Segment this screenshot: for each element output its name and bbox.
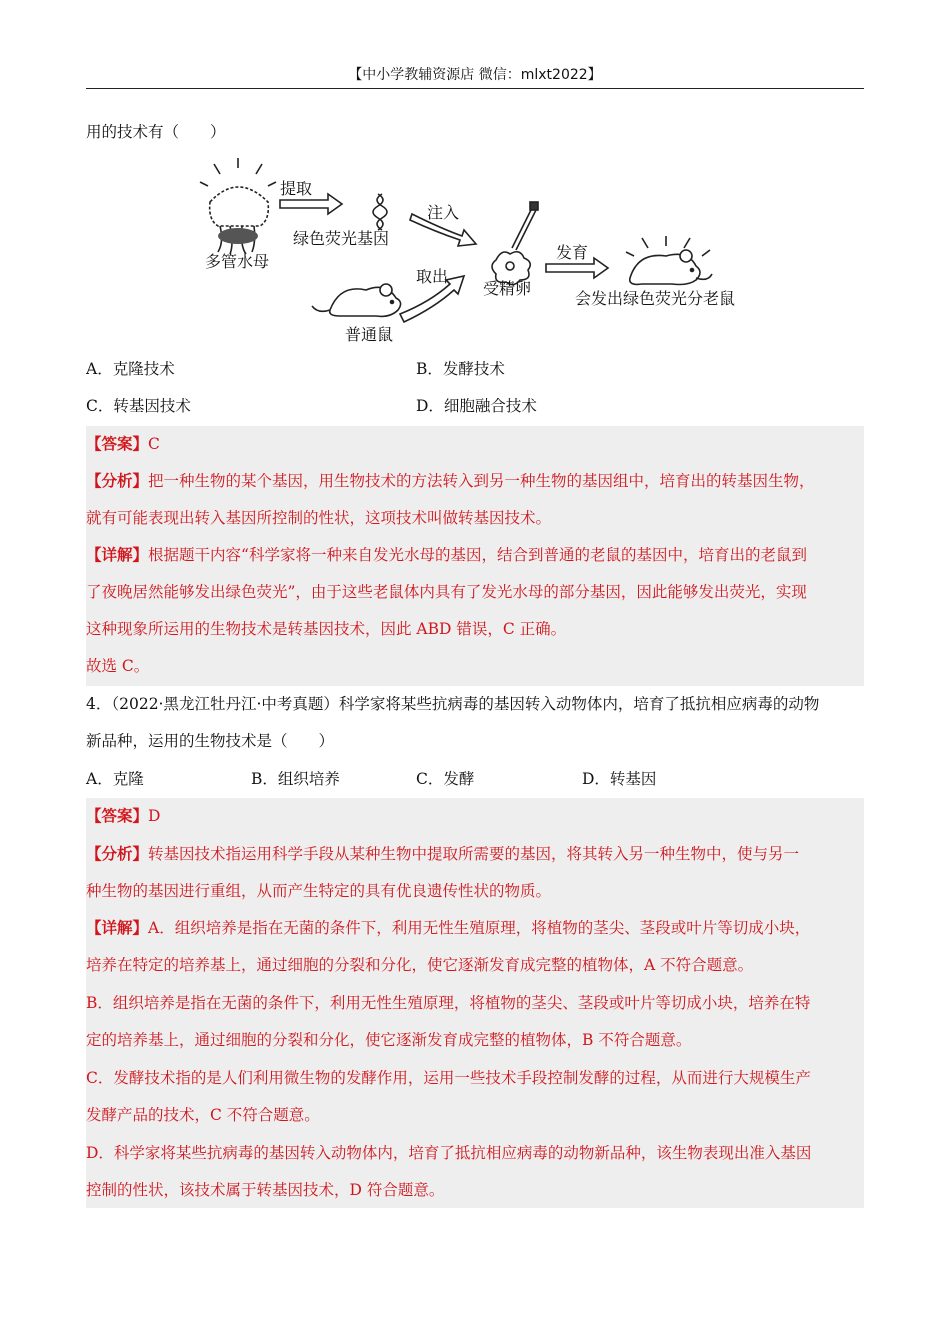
glowing-mouse-icon [626,236,712,285]
q4-option-b[interactable]: B．组织培养 [251,770,340,788]
q3-analysis-text1: 把一种生物的某个基因，用生物技术的方法转入到另一种生物的基因组中，培育出的转基因生物， [148,472,815,490]
page-header [86,64,864,89]
q4-stem-line2: 新品种，运用的生物技术是（ ） [86,732,335,750]
q4-analysis-text1: 转基因技术指运用科学手段从某种生物中提取所需要的基因，将其转入另一种生物中，使与另一 [148,845,800,863]
q3-option-a[interactable]: A．克隆技术 [86,360,175,378]
diagram-label-jellyfish: 多管水母 [205,252,270,271]
q4-detail-b-line2: 定的培养基上，通过细胞的分裂和分化，使它逐渐发育成完整的植物体，B 不符合题意。 [86,1031,692,1049]
q3-analysis-line2: 就有可能表现出转入基因所控制的性状，这项技术叫做转基因技术。 [86,509,552,527]
header-text: 【中小学教辅资源店 微信：mlxt2022】 [348,67,602,83]
q4-answer-tag: 【答案】 [86,806,149,825]
q4-detail-d-line2: 控制的性状，该技术属于转基因技术，D 符合题意。 [86,1181,445,1199]
q4-analysis-tag: 【分析】 [86,844,149,863]
q3-option-b[interactable]: B．发酵技术 [416,360,505,378]
q4-option-d[interactable]: D．转基因 [582,770,657,788]
q3-detail-line2: 了夜晚居然能够发出绿色荧光”，由于这些老鼠体内具有了发光水母的部分基因，因此能够发出荧光，实现 [86,583,807,601]
gene-helix-icon [373,194,387,230]
diagram-label-result: 会发出绿色荧光分老鼠 [575,289,736,308]
q4-answer [86,804,864,828]
q4-analysis-line2: 种生物的基因进行重组，从而产生特定的具有优良遗传性状的物质。 [86,882,552,900]
diagram-label-inject: 注入 [427,203,460,222]
q3-answer [86,432,864,456]
diagram-label-gene: 绿色荧光基因 [293,229,390,248]
q4-analysis-line1 [86,842,864,866]
diagram-label-extract: 提取 [280,179,313,198]
q4-detail-a-line1 [86,916,864,940]
q4-detail-a-text1: A．组织培养是指在无菌的条件下，利用无性生殖原理，将植物的茎尖、茎段或叶片等切成小块， [148,919,811,937]
q4-answer-value: D [148,807,161,825]
q3-detail-line3: 这种现象所运用的生物技术是转基因技术，因此 ABD 错误，C 正确。 [86,620,567,638]
diagram-label-develop: 发育 [556,243,589,262]
q3-detail-tag: 【详解】 [86,545,149,564]
diagram-label-mouse: 普通鼠 [345,325,394,344]
q3-answer-value: C [148,435,160,453]
jellyfish-icon [200,158,276,254]
transgenic-mouse-diagram [190,152,760,347]
diagram-svg [190,152,760,347]
q4-detail-b-line1: B．组织培养是指在无菌的条件下，利用无性生殖原理，将植物的茎尖、茎段或叶片等切成小块，培养在特 [86,994,811,1012]
diagram-label-take-out: 取出 [416,267,449,286]
q3-answer-tag: 【答案】 [86,434,149,453]
q3-analysis-line1 [86,469,864,493]
q4-detail-d-line1: D．科学家将某些抗病毒的基因转入动物体内，培育了抵抗相应病毒的动物新品种，该生物表现出准入基因 [86,1144,812,1162]
q4-option-a[interactable]: A．克隆 [86,770,144,788]
q4-detail-tag: 【详解】 [86,918,149,937]
q4-option-c[interactable]: C．发酵 [416,770,475,788]
q3-analysis-tag: 【分析】 [86,471,149,490]
normal-mouse-icon [312,284,401,316]
q4-detail-c-line2: 发酵产品的技术，C 不符合题意。 [86,1106,320,1124]
diagram-label-egg: 受精卵 [483,279,532,298]
q4-stem-line1: 4．（2022·黑龙江牡丹江·中考真题）科学家将某些抗病毒的基因转入动物体内，培育了抵抗相应病毒的动物 [86,695,820,713]
q3-option-c[interactable]: C．转基因技术 [86,397,191,415]
q4-detail-c-line1: C．发酵技术指的是人们利用微生物的发酵作用，运用一些技术手段控制发酵的过程，从而进行大规模生产 [86,1069,811,1087]
q3-detail-text1: 根据题干内容“科学家将一种来自发光水母的基因，结合到普通的老鼠的基因中，培育出的老鼠到 [148,546,807,564]
q3-detail-line1 [86,543,864,567]
syringe-icon [512,202,538,250]
q4-detail-a-line2: 培养在特定的培养基上，通过细胞的分裂和分化，使它逐渐发育成完整的植物体，A 不符合题意。 [86,956,754,974]
q3-stem-tail: 用的技术有（ ） [86,123,226,141]
q3-conclusion: 故选 C。 [86,657,150,675]
q3-option-d[interactable]: D．细胞融合技术 [416,397,537,415]
